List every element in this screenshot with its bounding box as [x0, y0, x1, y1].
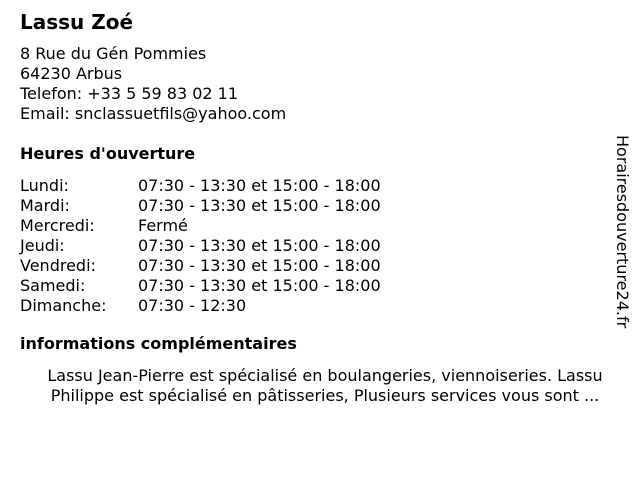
day-hours: 07:30 - 13:30 et 15:00 - 18:00: [138, 276, 381, 295]
day-hours: 07:30 - 13:30 et 15:00 - 18:00: [138, 256, 381, 275]
additional-info-text: Lassu Jean-Pierre est spécialisé en boulangeries, viennoiseries. Lassu Philippe est spécialisé en pâtisseries, Plusieurs services vous sont ...: [47, 366, 603, 405]
business-card: [20, 10, 620, 406]
opening-hours-title: Heures d'ouverture: [20, 144, 196, 163]
hours-row-tuesday: [20, 196, 620, 216]
day-label: Dimanche:: [20, 296, 107, 315]
day-hours: 07:30 - 13:30 et 15:00 - 18:00: [138, 176, 381, 195]
day-label: Vendredi:: [20, 256, 96, 275]
hours-row-sunday: [20, 296, 620, 316]
site-watermark: Horairesdouverture24.fr: [613, 135, 632, 329]
address-city: 64230 Arbus: [20, 64, 123, 83]
address-street: 8 Rue du Gén Pommies: [20, 44, 207, 63]
opening-hours-list: [20, 176, 620, 316]
hours-row-monday: [20, 176, 620, 196]
email-line: Email: snclassuetfils@yahoo.com: [20, 104, 287, 123]
additional-info-title: informations complémentaires: [20, 334, 297, 353]
day-label: Samedi:: [20, 276, 86, 295]
day-hours: 07:30 - 13:30 et 15:00 - 18:00: [138, 196, 381, 215]
day-label: Mercredi:: [20, 216, 95, 235]
day-hours: 07:30 - 13:30 et 15:00 - 18:00: [138, 236, 381, 255]
hours-row-wednesday: [20, 216, 620, 236]
phone-line: Telefon: +33 5 59 83 02 11: [20, 84, 239, 103]
hours-row-friday: [20, 256, 620, 276]
hours-row-thursday: [20, 236, 620, 256]
day-label: Lundi:: [20, 176, 69, 195]
day-hours: 07:30 - 12:30: [138, 296, 247, 315]
day-label: Jeudi:: [20, 236, 65, 255]
business-name: Lassu Zoé: [20, 10, 134, 34]
day-label: Mardi:: [20, 196, 70, 215]
hours-row-saturday: [20, 276, 620, 296]
day-hours: Fermé: [138, 216, 188, 235]
